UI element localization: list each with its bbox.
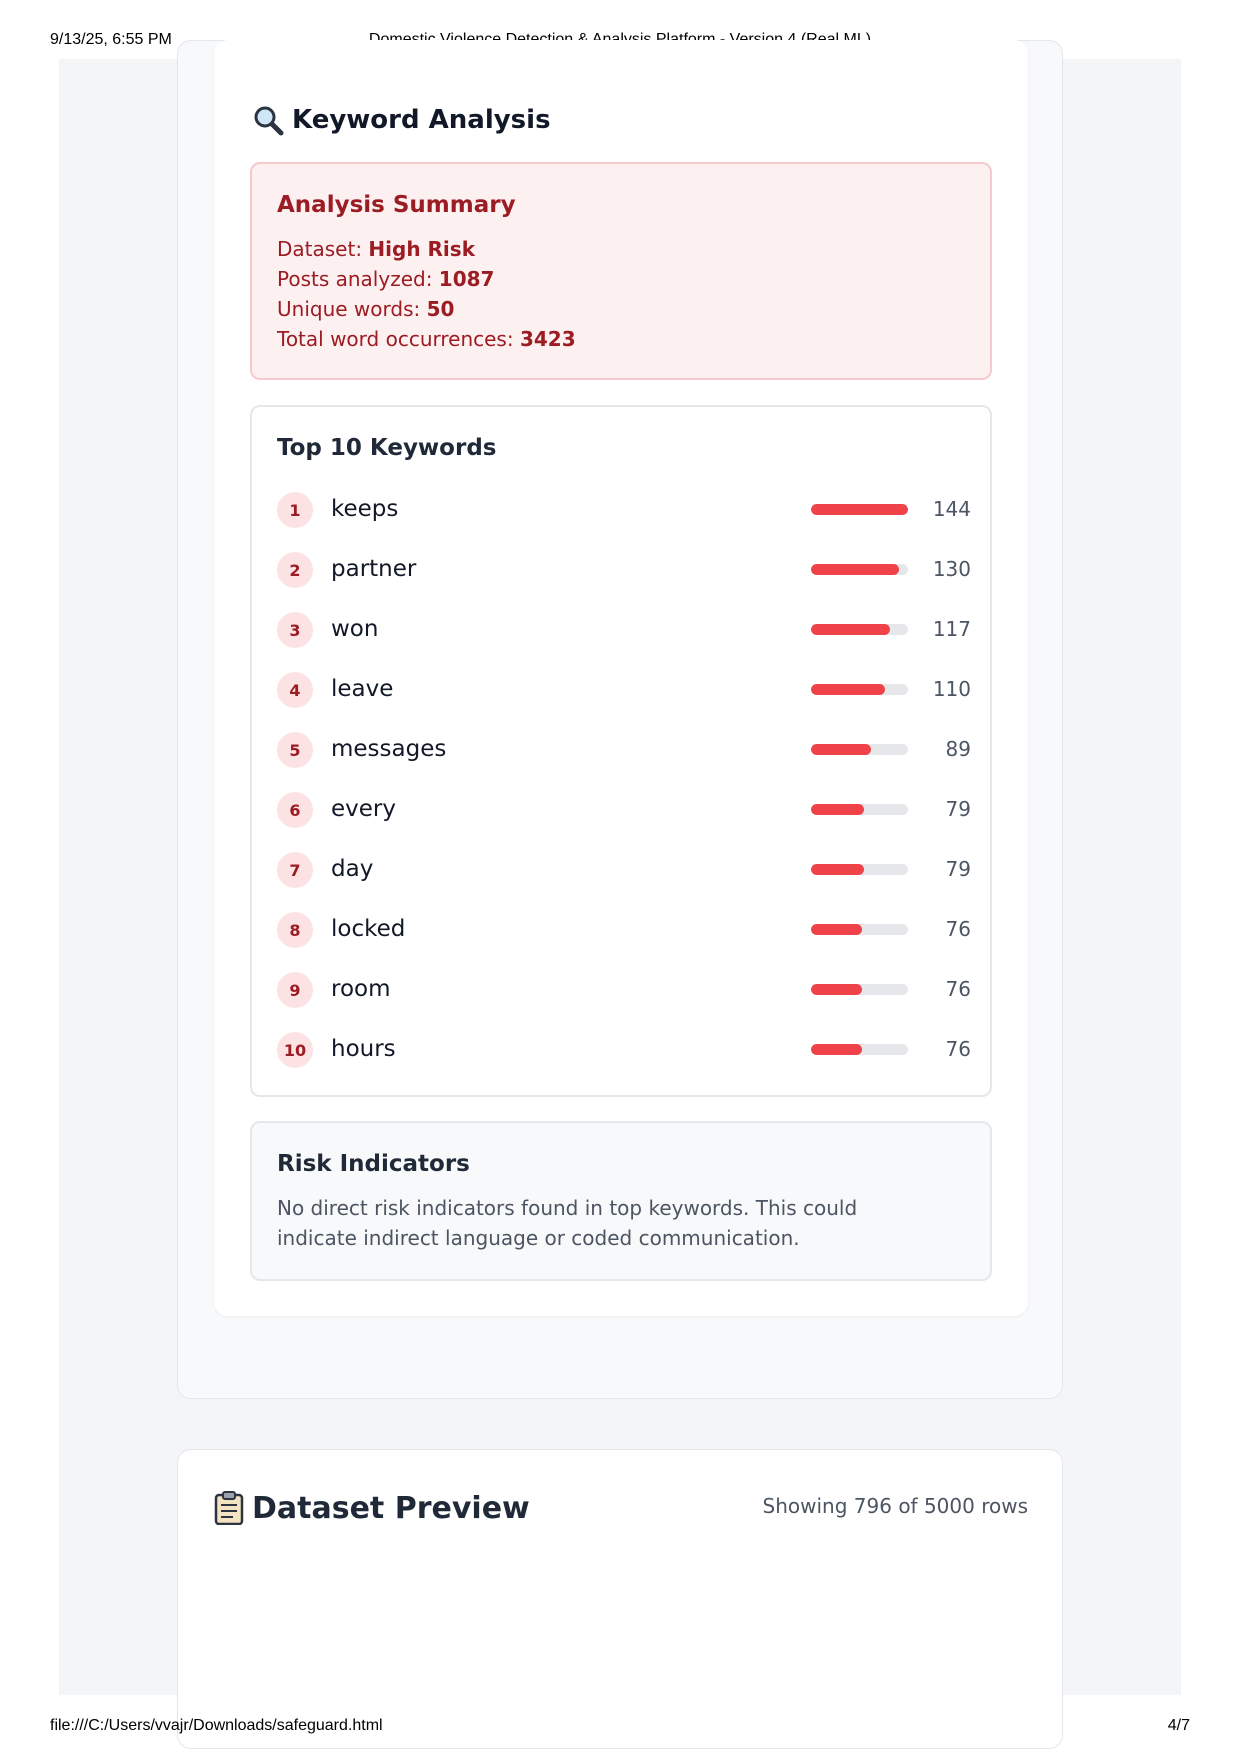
keyword-row: [252, 970, 994, 1010]
summary-dataset-value: High Risk: [368, 237, 475, 261]
rank-badge: 6: [277, 792, 313, 828]
summary-total: [277, 327, 576, 351]
frequency-bar: [811, 984, 908, 995]
summary-dataset: [277, 237, 475, 261]
frequency-bar: [811, 624, 908, 635]
summary-total-value: 3423: [519, 327, 576, 351]
keyword-row: [252, 1030, 994, 1070]
print-footer: [0, 1717, 1240, 1737]
frequency-bar: [811, 924, 908, 935]
keyword-text: locked: [331, 916, 406, 942]
keyword-text: every: [331, 796, 396, 822]
frequency-bar-fill: [811, 984, 862, 995]
frequency-bar-fill: [811, 624, 890, 635]
keyword-count: 89: [945, 737, 971, 761]
keyword-count: 76: [945, 977, 971, 1001]
summary-posts-value: 1087: [438, 267, 495, 291]
top-keywords-heading: Top 10 Keywords: [277, 435, 497, 461]
keyword-text: won: [331, 616, 379, 642]
clipboard-icon: [214, 1491, 244, 1525]
rank-badge: 4: [277, 672, 313, 708]
dataset-preview-heading: Dataset Preview: [252, 1490, 530, 1526]
frequency-bar: [811, 684, 908, 695]
keyword-text: hours: [331, 1036, 396, 1062]
frequency-bar-fill: [811, 1044, 862, 1055]
frequency-bar: [811, 864, 908, 875]
summary-posts: [277, 267, 494, 291]
keyword-text: partner: [331, 556, 417, 582]
keyword-row: [252, 910, 994, 950]
summary-unique-label: Unique words:: [277, 297, 427, 321]
rank-badge: 2: [277, 552, 313, 588]
dataset-row-count: Showing 796 of 5000 rows: [762, 1494, 1028, 1518]
keyword-count: 144: [932, 497, 971, 521]
keyword-count: 76: [945, 1037, 971, 1061]
keyword-text: messages: [331, 736, 447, 762]
rank-badge: 1: [277, 492, 313, 528]
print-page-number: 4/7: [1167, 1717, 1190, 1734]
rank-badge: 3: [277, 612, 313, 648]
risk-indicators-box: [250, 1121, 992, 1281]
keyword-row: [252, 730, 994, 770]
print-datetime: 9/13/25, 6:55 PM: [50, 31, 172, 48]
rank-badge: 7: [277, 852, 313, 888]
keyword-count: 117: [932, 617, 971, 641]
keyword-row: [252, 490, 994, 530]
keyword-row: [252, 790, 994, 830]
keyword-count: 79: [945, 797, 971, 821]
summary-unique-value: 50: [426, 297, 455, 321]
summary-dataset-label: Dataset:: [277, 237, 369, 261]
summary-posts-label: Posts analyzed:: [277, 267, 439, 291]
frequency-bar: [811, 1044, 908, 1055]
frequency-bar-fill: [811, 864, 864, 875]
print-file-path: file:///C:/Users/vvajr/Downloads/safeguard.html: [50, 1717, 383, 1734]
rank-badge: 10: [277, 1032, 313, 1068]
keyword-count: 110: [932, 677, 971, 701]
keyword-text: leave: [331, 676, 394, 702]
keyword-row: [252, 610, 994, 650]
frequency-bar-fill: [811, 804, 864, 815]
analysis-summary-heading: Analysis Summary: [277, 192, 516, 218]
keyword-text: keeps: [331, 496, 399, 522]
summary-total-label: Total word occurrences:: [277, 327, 520, 351]
frequency-bar-fill: [811, 924, 862, 935]
frequency-bar: [811, 804, 908, 815]
keyword-text: room: [331, 976, 391, 1002]
frequency-bar: [811, 744, 908, 755]
frequency-bar: [811, 504, 908, 515]
frequency-bar-fill: [811, 564, 899, 575]
top-keywords-box: [250, 405, 992, 1097]
keyword-text: day: [331, 856, 374, 882]
risk-indicators-heading: Risk Indicators: [277, 1151, 470, 1177]
frequency-bar: [811, 564, 908, 575]
risk-indicators-text: No direct risk indicators found in top keywords. This could indicate indirect language or coded communication.: [277, 1196, 858, 1250]
frequency-bar-fill: [811, 504, 908, 515]
keyword-analysis-heading: Keyword Analysis: [292, 105, 551, 135]
keyword-row: [252, 670, 994, 710]
dataset-preview-title: [214, 1488, 530, 1528]
keyword-count: 76: [945, 917, 971, 941]
keyword-count: 130: [932, 557, 971, 581]
magnifier-icon: [252, 104, 284, 136]
keyword-row: [252, 850, 994, 890]
keyword-analysis-title: [252, 100, 551, 140]
rank-badge: 9: [277, 972, 313, 1008]
frequency-bar-fill: [811, 744, 871, 755]
analysis-summary-box: [250, 162, 992, 380]
frequency-bar-fill: [811, 684, 885, 695]
keyword-count: 79: [945, 857, 971, 881]
keyword-row: [252, 550, 994, 590]
rank-badge: 5: [277, 732, 313, 768]
rank-badge: 8: [277, 912, 313, 948]
summary-unique: [277, 297, 454, 321]
